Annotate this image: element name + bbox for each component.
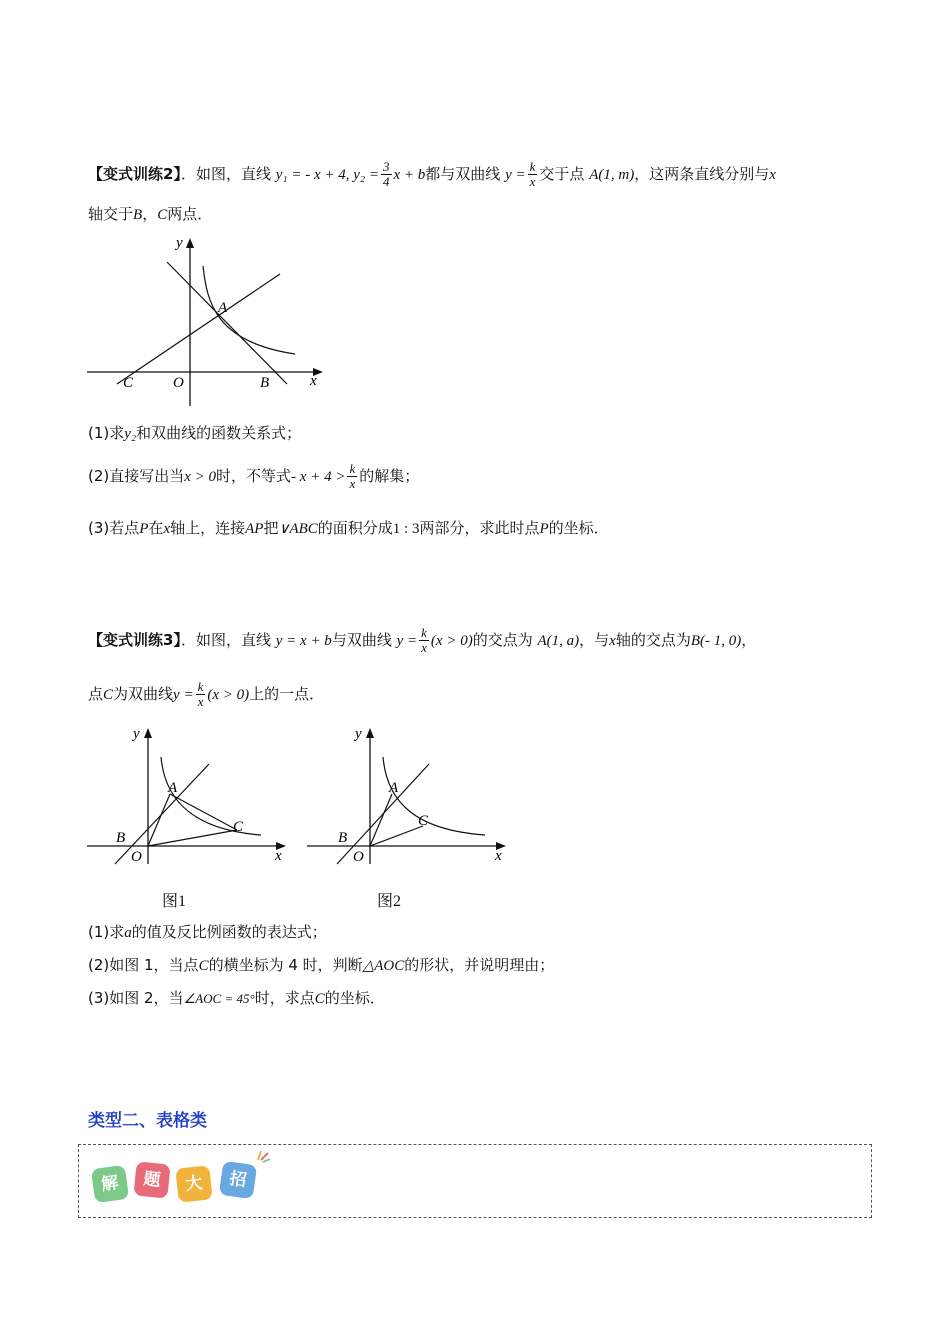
ex2-intersect: 交于点 [539, 165, 585, 183]
fig1-segment-oa [148, 794, 170, 846]
fig1-label-a: A [168, 780, 178, 796]
fig2-label-o: O [353, 849, 364, 865]
ex2-q3-x: x [163, 521, 171, 537]
ex2-label: 【变式训练2】 [88, 165, 181, 183]
ex2-q1-pre: (1)求 [88, 424, 125, 442]
fig2-y-arrow [366, 728, 374, 738]
ex3-statement-line1 [88, 626, 756, 655]
fig1-y-arrow [144, 728, 152, 738]
ex2-q1-post: 和双曲线的函数关系式； [136, 424, 302, 442]
ex2-label-a: A [218, 300, 228, 316]
ex3-q1-post: 的值及反比例函数的表达式； [131, 923, 327, 941]
ex2-tail: ，这两条直线分别与 [634, 165, 770, 183]
fig1-label-c: C [233, 819, 244, 835]
ex2-q3-abc: ∨ABC [278, 521, 318, 537]
ex3-q3-pre: (3)如图 2，当 [88, 989, 184, 1007]
ex3-q3-c: C [314, 991, 325, 1007]
ex2-statement-line2 [88, 204, 212, 225]
ex2-hyperbola [203, 266, 295, 354]
ex3-x-axis-var: x [609, 633, 616, 649]
fig2-segment-oa [370, 794, 392, 846]
ex2-line-y2 [117, 274, 280, 384]
ex3-q2-tri: △AOC [362, 958, 405, 974]
ex2-q3-ratio: 1 : 3 [392, 521, 420, 537]
ex3-figure-2-caption: 图2 [377, 893, 402, 910]
ex2-q3-b: 轴上，连接 [170, 519, 246, 537]
ex3-q1-a: a [124, 925, 132, 941]
fig2-hyperbola [383, 757, 485, 835]
ex3-question-2 [88, 955, 554, 976]
fig1-hyperbola [161, 757, 261, 835]
ex2-q2-frac: $\frac{k}{x}$ [349, 461, 356, 491]
fig1-label-y: y [133, 726, 140, 742]
ex3-line2-end: 上的一点． [249, 685, 325, 703]
ex2-statement-line1 [88, 160, 776, 189]
fig2-segment-oc [370, 826, 423, 846]
ex3-q1-pre: (1)求 [88, 923, 125, 941]
ex3-figure-1 [85, 722, 295, 867]
fig2-label-c: C [418, 813, 429, 829]
ex2-graph [85, 232, 335, 412]
ex2-line-equations: y₁ = - x + 4, y₂ = [275, 167, 380, 183]
ex3-statement-line2 [88, 680, 324, 709]
fig2-label-b: B [338, 830, 348, 846]
ex2-q1-math: y₂ [124, 426, 137, 442]
ex2-line2-c: C [157, 207, 168, 223]
ex3-label: 【变式训练3】 [88, 631, 181, 649]
ex2-frac-three-quarters: $\frac{3}{4}$ [383, 159, 390, 189]
ex2-label-o: O [173, 375, 184, 391]
ex3-figure-1-caption: 图1 [162, 893, 187, 910]
ex3-q2-mid: 的横坐标为 4 时，判断 [208, 956, 363, 974]
ex2-line2-end: 两点． [167, 205, 213, 223]
ex3-line2-mid: 为双曲线 [113, 685, 174, 703]
ex3-intersect: 的交点为 [472, 631, 533, 649]
ex3-point-b: B(- 1, 0) [690, 633, 742, 649]
section-title: 类型二、表格类 [88, 1111, 207, 1131]
ex2-q3-e: 两部分，求此时点 [419, 519, 540, 537]
ex3-line2-pre: 点 [88, 685, 104, 703]
ex3-line2-c: C [103, 687, 114, 703]
ex2-y2-tail: x + b [393, 167, 426, 183]
ex2-lead: ．如图，直线 [180, 165, 271, 183]
ex3-point-a: A(1, a) [537, 633, 580, 649]
ex2-question-3 [88, 518, 609, 539]
badge-jie: 解 [91, 1165, 129, 1203]
ex2-label-b: B [260, 375, 270, 391]
ex3-question-1 [88, 922, 327, 943]
ex2-q3-ap: AP [245, 521, 264, 537]
tips-box [78, 1144, 872, 1218]
ex2-label-x: x [310, 373, 317, 389]
ex2-q3-f: 的坐标． [548, 519, 609, 537]
ex2-label-c: C [123, 375, 134, 391]
ex3-q3-angle: ∠AOC = 45° [183, 991, 255, 1006]
fig1-segment-oc [148, 830, 237, 846]
ex3-question-3 [88, 988, 385, 1009]
ex3-line-expr: y = x + b [275, 633, 332, 649]
ex3-lead: ．如图，直线 [180, 631, 271, 649]
ex3-frac-k-over-x: $\frac{k}{x}$ [421, 625, 427, 655]
ex2-line-y1 [167, 262, 287, 384]
ex2-point-a: A(1, m) [589, 167, 635, 183]
ex2-line2-text: 轴交于 [88, 205, 134, 223]
ex3-q2-post: 的形状，并说明理由； [404, 956, 555, 974]
ex3-end: ， [741, 631, 757, 649]
ex2-frac-k-over-x: $\frac{k}{x}$ [529, 159, 536, 189]
ex3-mid: 与双曲线 [331, 631, 392, 649]
fig2-label-y: y [355, 726, 362, 742]
ex2-question-2 [88, 462, 419, 491]
ex3-line2-y: y = [173, 687, 194, 703]
fig1-label-o: O [131, 849, 142, 865]
ex3-comma: ，与 [579, 631, 610, 649]
ex2-q2-pre: (2)直接写出当 [88, 467, 185, 485]
ex2-q3-a: 在 [148, 519, 164, 537]
ex2-mid: 都与双曲线 [425, 165, 501, 183]
ex3-q3-mid: 时，求点 [254, 989, 315, 1007]
ex3-figure-2 [305, 722, 515, 867]
ex3-line2-frac: $\frac{k}{x}$ [197, 679, 204, 709]
ex2-y-arrow [186, 238, 194, 248]
badge-da: 大 [175, 1165, 212, 1202]
fig1-label-x: x [275, 848, 282, 864]
ex2-q2-mid: 时，不等式 [216, 467, 292, 485]
ex3-cond: (x > 0) [430, 633, 473, 649]
ex2-q3-d: 的面积分成 [317, 519, 393, 537]
ex2-q2-cond: x > 0 [184, 469, 217, 485]
ex2-q2-post: 的解集； [359, 467, 420, 485]
ex2-label-y: y [176, 235, 183, 251]
fig1-segment-ac [170, 794, 237, 830]
badge-zhao: 招 [219, 1161, 257, 1199]
ex3-axis-text: 轴的交点为 [615, 631, 691, 649]
ex2-q3-pre: (3)若点 [88, 519, 140, 537]
badge-ti: 题 [133, 1161, 170, 1198]
ex3-line2-cond: (x > 0) [207, 687, 250, 703]
fig1-label-b: B [116, 830, 126, 846]
ex2-line2-sep: ， [142, 205, 158, 223]
ex2-tail-x: x [769, 167, 776, 183]
ex2-question-1 [88, 423, 301, 444]
ex3-hyperbola-y: y = [396, 633, 418, 649]
ex2-q3-p2: P [539, 521, 549, 537]
ex2-line2-b: B [133, 207, 143, 223]
ex3-q3-post: 的坐标． [324, 989, 385, 1007]
ex2-q2-ineq: - x + 4 > [291, 469, 346, 485]
ex2-q3-p: P [139, 521, 149, 537]
ex3-q2-pre: (2)如图 1，当点 [88, 956, 199, 974]
fig2-label-a: A [389, 780, 399, 796]
ex2-q3-c: 把 [263, 519, 279, 537]
ex2-hyperbola-y: y = [505, 167, 526, 183]
fig2-label-x: x [495, 848, 502, 864]
sparkle-icon [255, 1147, 271, 1163]
ex3-q2-c: C [198, 958, 209, 974]
